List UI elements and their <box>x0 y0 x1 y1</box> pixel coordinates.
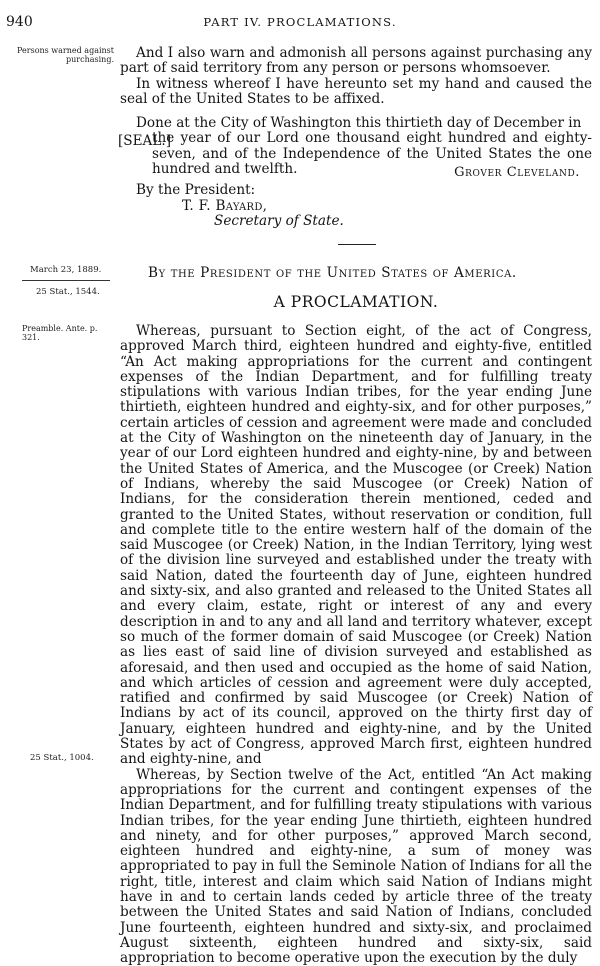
seal-mark: [SEAL.] <box>118 133 172 149</box>
done-line-2: the year of our Lord one thousand eight hundred and eighty-seven, and of the Independence of the United States the one hundred and twelfth. <box>152 130 592 177</box>
margin-note-date: March 23, 1889. <box>30 265 102 275</box>
margin-note-statute-2: 25 Stat., 1004. <box>30 753 94 763</box>
running-title: PART IV. PROCLAMATIONS. <box>203 15 397 29</box>
margin-note-persons-warned: Persons warned against purchasing. <box>17 46 114 64</box>
secretary-name: T. F. Bayard, <box>182 198 268 214</box>
proclamation-heading: By the President of the United States of America. <box>148 265 517 281</box>
by-the-president: By the President: <box>136 182 256 198</box>
warning-paragraph: And I also warn and admonish all persons against purchasing any part of said territory from any person or persons whomsoever. <box>120 45 592 77</box>
whereas-paragraph-2: Whereas, by Section twelve of the Act, entitled “An Act making appropriations for the current and contingent expenses of the Indian Department, and for fulfilling treaty stipulations with various Indian tribes, for the year ending June thirtieth, eighteen hundred and ninety, and for other purposes,” approved March second, eighteen hundred and eighty-nine, a sum of money was appropriated to pay in full the Seminole Nation of Indians for all the right, title, interest and claim which said Nation of Indians might have in and to certain lands ceded by article three of the treaty between the United States and said Nation of Indians, concluded June fourteenth, eighteen hundred and sixty-six, and proclaimed August sixteenth, eighteen hundred and sixty-six, said appropriation to become operative upon the execution by the duly <box>120 766 592 966</box>
proclamation-body <box>120 324 592 966</box>
done-line-1: Done at the City of Washington this thirtieth day of December in <box>136 115 582 131</box>
signer-name: Grover Cleveland. <box>454 165 580 180</box>
section-rule <box>338 244 376 245</box>
page-number: 940 <box>6 14 33 30</box>
margin-divider <box>22 280 110 281</box>
witness-paragraph: In witness whereof I have hereunto set my hand and caused the seal of the United States to be affixed. <box>120 75 592 107</box>
closing-block <box>120 46 592 107</box>
secretary-title: Secretary of State. <box>214 213 344 229</box>
proclamation-title: A PROCLAMATION. <box>273 293 439 311</box>
margin-note-preamble: Preamble. Ante. p. 321. <box>22 324 98 342</box>
whereas-paragraph-1: Whereas, pursuant to Section eight, of the act of Congress, approved March third, eighteen hundred and eighty-five, entitled “An Act making appropriations for the current and contingent expenses of the Indian Department, and for fulfilling treaty stipulations with various Indian tribes, for the year ending June thirtieth, eighteen hundred and eighty-six, and for other purposes,” certain articles of cession and agreement were made and concluded at the City of Washington on the nineteenth day of January, in the year of our Lord eighteen hundred and eighty-nine, by and between the United States of America, and the Muscogee (or Creek) Nation of Indians, whereby the said Muscogee (or Creek) Nation of Indians, for the consideration therein mentioned, ceded and granted to the United States, without reservation or condition, full and complete title to the entire western half of the domain of the said Muscogee (or Creek) Nation, in the Indian Territory, lying west of the division line surveyed and established under the treaty with said Nation, dated the fourteenth day of June, eighteen hundred and sixty-six, and also granted and released to the United States all and every claim, estate, right or interest of any and every description in and to any and all land and territory whatever, except so much of the former domain of said Muscogee (or Creek) Nation as lies east of said line of division surveyed and established as aforesaid, and then used and occupied as the home of said Nation, and which articles of cession and agreement were duly accepted, ratified and confirmed by said Muscogee (or Creek) Nation of Indians by act of its council, approved on the thirty first day of January, eighteen hundred and eighty-nine, and by the United States by act of Congress, approved March first, eighteen hundred and eighty-nine, and <box>120 323 592 768</box>
margin-note-statute: 25 Stat., 1544. <box>36 287 100 297</box>
